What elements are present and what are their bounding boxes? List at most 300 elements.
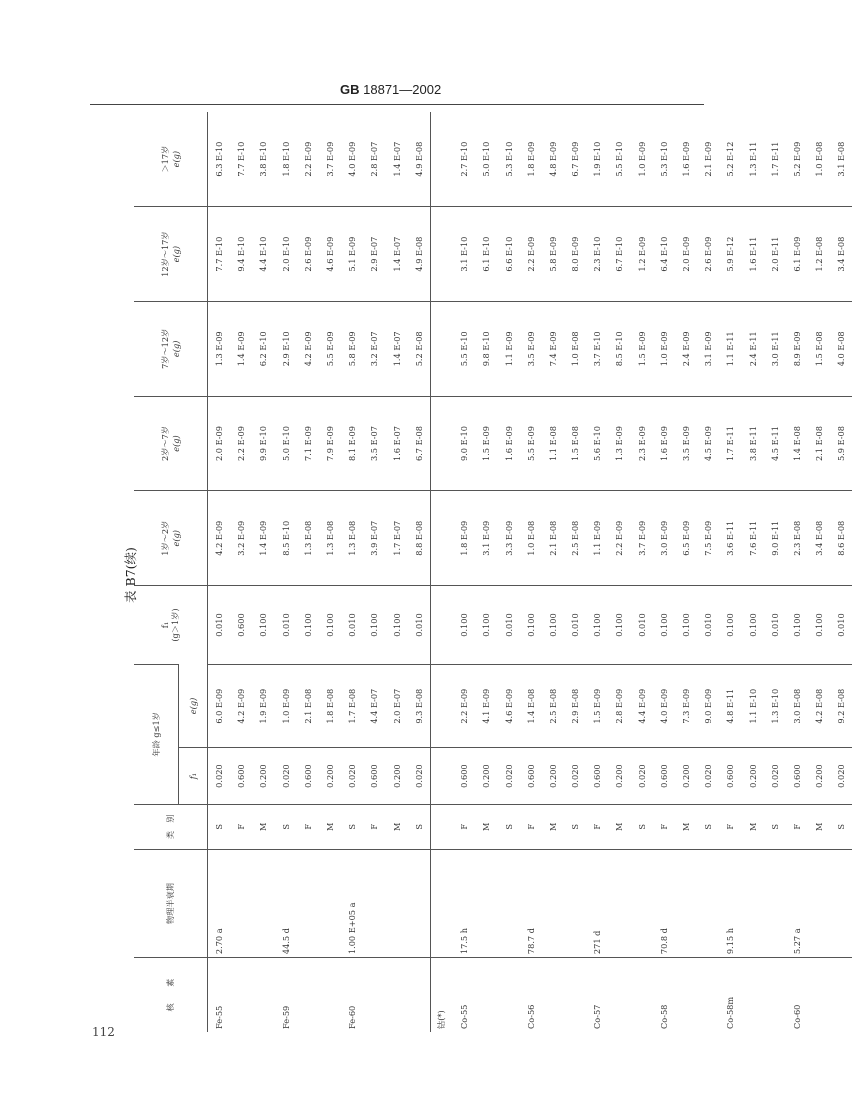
cell-e-7-12: 9.8 E-10 — [475, 301, 497, 396]
cell-nuclide — [675, 958, 697, 1032]
cell-nuclide: Fe-59 — [275, 958, 297, 1032]
cell-e-12-17: 6.7 E-10 — [608, 207, 630, 302]
cell-f1-infant: 0.600 — [786, 748, 808, 804]
table-row — [830, 112, 852, 1032]
table-row — [208, 112, 231, 1032]
cell-f1-infant: 0.600 — [453, 748, 475, 804]
cell-type: S — [497, 804, 519, 849]
cell-e-12-17: 6.6 E-10 — [497, 207, 519, 302]
cell-f1-child: 0.010 — [208, 586, 231, 665]
cell-type: F — [453, 804, 475, 849]
table-row — [319, 112, 341, 1032]
cell-half-life — [808, 849, 830, 957]
cell-e-7-12: 2.4 E-11 — [742, 301, 764, 396]
cell-e-7-12: 3.1 E-09 — [697, 301, 719, 396]
cell-e-infant: 2.2 E-09 — [453, 664, 475, 747]
col-age-gt17-eg: e(g) — [171, 150, 181, 168]
cell-e-1-2: 1.7 E-07 — [386, 491, 408, 586]
cell-e-12-17: 2.6 E-09 — [697, 207, 719, 302]
cell-e-7-12: 7.4 E-09 — [542, 301, 564, 396]
col-age-2-7-label: 2岁～7岁 — [160, 426, 170, 462]
page-number: 112 — [92, 1025, 115, 1039]
cell-half-life — [430, 849, 453, 957]
col-type — [134, 804, 208, 849]
cell-f1-infant: 0.600 — [653, 748, 675, 804]
cell-e-2-7: 1.6 E-09 — [497, 396, 519, 491]
col-age-12-17-label: 12岁～17岁 — [160, 231, 170, 277]
cell-e-2-7: 9.0 E-10 — [453, 396, 475, 491]
cell-half-life — [564, 849, 586, 957]
cell-nuclide — [252, 958, 274, 1032]
table-row — [742, 112, 764, 1032]
cell-e-adult: 4.8 E-09 — [547, 141, 558, 177]
cell-e-2-7: 1.6 E-09 — [653, 396, 675, 491]
cell-e-2-7: 5.0 E-10 — [275, 396, 297, 491]
cell-e-adult: 6.7 E-09 — [570, 141, 581, 177]
cell-e-adult: 6.3 E-10 — [214, 141, 225, 177]
cell-type: S — [830, 804, 852, 849]
cell-f1-infant: 0.600 — [230, 748, 252, 804]
col-f1-gt1 — [134, 586, 208, 665]
cell-half-life: 2.70 a — [208, 849, 231, 957]
cell-e-1-2: 2.2 E-09 — [608, 491, 630, 586]
cell-e-7-12: 1.1 E-09 — [497, 301, 519, 396]
cell-nuclide — [764, 958, 786, 1032]
cell-f1-child: 0.100 — [520, 586, 542, 665]
cell-e-infant: 4.4 E-09 — [631, 664, 653, 747]
table-row — [408, 112, 431, 1032]
standard-number: 18871—2002 — [363, 82, 442, 97]
cell-e-adult — [430, 112, 453, 207]
cell-nuclide — [230, 958, 252, 1032]
cell-f1-child: 0.100 — [297, 586, 319, 665]
cell-e-12-17: 7.7 E-10 — [208, 207, 231, 302]
standard-code: GB — [340, 82, 360, 97]
cell-e-infant: 9.0 E-09 — [697, 664, 719, 747]
cell-nuclide — [830, 958, 852, 1032]
cell-e-infant: 3.0 E-08 — [786, 664, 808, 747]
table-row — [764, 112, 786, 1032]
cell-e-1-2: 6.5 E-09 — [675, 491, 697, 586]
cell-e-adult: 5.5 E-10 — [614, 141, 625, 177]
cell-e-2-7: 4.5 E-09 — [697, 396, 719, 491]
cell-e-7-12: 5.2 E-08 — [408, 301, 431, 396]
cell-f1-infant: 0.020 — [341, 748, 363, 804]
document-header — [340, 82, 441, 97]
cell-e-2-7: 4.5 E-11 — [764, 396, 786, 491]
col-age-1-2-label: 1岁～2岁 — [160, 520, 170, 556]
cell-f1-infant: 0.600 — [363, 748, 385, 804]
cell-f1-infant: 0.200 — [608, 748, 630, 804]
cell-nuclide — [319, 958, 341, 1032]
cell-e-7-12: 4.2 E-09 — [297, 301, 319, 396]
cell-f1-infant: 0.200 — [252, 748, 274, 804]
cell-f1-infant: 0.020 — [697, 748, 719, 804]
cell-f1-child: 0.100 — [453, 586, 475, 665]
cell-e-adult: 2.7 E-10 — [459, 141, 470, 177]
cell-e-7-12: 1.5 E-09 — [631, 301, 653, 396]
cell-type: M — [252, 804, 274, 849]
cell-e-adult: 3.8 E-10 — [258, 141, 269, 177]
cell-half-life — [608, 849, 630, 957]
cell-e-infant: 2.9 E-08 — [564, 664, 586, 747]
cell-f1-infant: 0.020 — [631, 748, 653, 804]
cell-e-infant: 6.0 E-09 — [208, 664, 231, 747]
cell-e-infant: 9.2 E-08 — [830, 664, 852, 747]
cell-e-1-2: 1.3 E-08 — [341, 491, 363, 586]
cell-f1-child: 0.100 — [719, 586, 741, 665]
table-row — [675, 112, 697, 1032]
cell-e-adult: 5.3 E-10 — [658, 141, 669, 177]
cell-nuclide — [697, 958, 719, 1032]
cell-type: F — [363, 804, 385, 849]
cell-e-12-17: 9.4 E-10 — [230, 207, 252, 302]
table-row — [430, 112, 453, 1032]
col-age-g1: 年龄 g≤1岁 — [134, 664, 179, 804]
cell-e-adult: 7.7 E-10 — [236, 141, 247, 177]
table-row — [586, 112, 608, 1032]
cell-e-2-7: 2.2 E-09 — [230, 396, 252, 491]
cell-f1-infant: 0.200 — [808, 748, 830, 804]
cell-e-adult: 1.9 E-10 — [592, 141, 603, 177]
cell-e-2-7: 7.9 E-09 — [319, 396, 341, 491]
cell-half-life: 78.7 d — [520, 849, 542, 957]
dose-coefficient-table — [134, 112, 852, 1032]
cell-type: S — [208, 804, 231, 849]
cell-half-life — [631, 849, 653, 957]
cell-half-life — [386, 849, 408, 957]
cell-e-1-2: 3.6 E-11 — [719, 491, 741, 586]
col-age-2-7-eg: e(g) — [171, 435, 181, 452]
cell-e-7-12: 3.0 E-11 — [764, 301, 786, 396]
cell-type: M — [386, 804, 408, 849]
cell-type: S — [764, 804, 786, 849]
col-age-12-17 — [134, 207, 208, 302]
cell-nuclide: Co-60 — [786, 958, 808, 1032]
cell-type: F — [653, 804, 675, 849]
cell-half-life — [475, 849, 497, 957]
cell-e-infant: 4.2 E-08 — [808, 664, 830, 747]
cell-f1-infant: 0.200 — [542, 748, 564, 804]
col-eg: e(g) — [179, 664, 208, 747]
cell-e-12-17: 1.6 E-11 — [742, 207, 764, 302]
cell-e-12-17: 1.2 E-08 — [808, 207, 830, 302]
cell-e-2-7: 1.6 E-07 — [386, 396, 408, 491]
col-half-life: 物理半衰期 — [134, 849, 208, 957]
cell-e-2-7: 1.1 E-08 — [542, 396, 564, 491]
table-row — [275, 112, 297, 1032]
cell-e-7-12: 3.5 E-09 — [520, 301, 542, 396]
cell-e-infant: 1.8 E-08 — [319, 664, 341, 747]
cell-half-life — [252, 849, 274, 957]
cell-e-2-7: 2.1 E-08 — [808, 396, 830, 491]
cell-e-infant: 1.9 E-09 — [252, 664, 274, 747]
cell-e-infant: 1.0 E-09 — [275, 664, 297, 747]
cell-e-12-17: 6.4 E-10 — [653, 207, 675, 302]
cell-e-12-17: 6.1 E-10 — [475, 207, 497, 302]
cell-e-12-17: 3.4 E-08 — [830, 207, 852, 302]
cell-nuclide — [542, 958, 564, 1032]
col-age-7-12-label: 7岁～12岁 — [160, 328, 170, 369]
table-row — [475, 112, 497, 1032]
cell-nuclide: Fe-55 — [208, 958, 231, 1032]
cell-e-infant: 4.4 E-07 — [363, 664, 385, 747]
cell-nuclide — [475, 958, 497, 1032]
cell-e-7-12 — [430, 301, 453, 396]
cell-e-2-7 — [430, 396, 453, 491]
cell-e-1-2: 2.5 E-08 — [564, 491, 586, 586]
cell-e-1-2: 3.3 E-09 — [497, 491, 519, 586]
col-f1-gt1-label: f₁ — [160, 621, 170, 629]
table-row — [697, 112, 719, 1032]
cell-e-12-17: 1.4 E-07 — [386, 207, 408, 302]
cell-half-life: 70.8 d — [653, 849, 675, 957]
cell-nuclide — [408, 958, 431, 1032]
cell-f1-infant: 0.200 — [319, 748, 341, 804]
cell-e-1-2: 3.7 E-09 — [631, 491, 653, 586]
cell-f1-child: 0.010 — [830, 586, 852, 665]
cell-e-adult: 3.7 E-09 — [325, 141, 336, 177]
table-caption-text: 表 B7(续) — [123, 547, 138, 603]
cell-type: M — [742, 804, 764, 849]
table-row — [386, 112, 408, 1032]
cell-half-life: 271 d — [586, 849, 608, 957]
cell-e-1-2: 1.3 E-08 — [319, 491, 341, 586]
cell-nuclide: 钴(*) — [430, 958, 453, 1032]
cell-e-1-2: 1.1 E-09 — [586, 491, 608, 586]
cell-type: M — [675, 804, 697, 849]
table-row — [608, 112, 630, 1032]
cell-e-2-7: 1.5 E-08 — [564, 396, 586, 491]
cell-nuclide: Co-56 — [520, 958, 542, 1032]
cell-e-adult: 1.0 E-08 — [814, 141, 825, 177]
cell-e-7-12: 6.2 E-10 — [252, 301, 274, 396]
table-row — [520, 112, 542, 1032]
cell-e-12-17: 2.2 E-09 — [520, 207, 542, 302]
cell-nuclide: Co-58 — [653, 958, 675, 1032]
cell-e-1-2: 3.2 E-09 — [230, 491, 252, 586]
cell-nuclide — [808, 958, 830, 1032]
cell-e-7-12: 1.4 E-07 — [386, 301, 408, 396]
cell-e-infant: 9.3 E-08 — [408, 664, 431, 747]
cell-e-adult: 4.0 E-09 — [347, 141, 358, 177]
col-age-1-2 — [134, 491, 208, 586]
cell-f1-infant — [430, 748, 453, 804]
cell-e-adult: 3.1 E-08 — [836, 141, 847, 177]
cell-e-2-7: 6.7 E-08 — [408, 396, 431, 491]
cell-f1-child: 0.010 — [564, 586, 586, 665]
cell-e-2-7: 1.3 E-09 — [608, 396, 630, 491]
cell-f1-child: 0.100 — [608, 586, 630, 665]
cell-half-life — [830, 849, 852, 957]
cell-e-2-7: 2.0 E-09 — [208, 396, 231, 491]
cell-e-adult: 2.2 E-09 — [302, 141, 313, 177]
cell-nuclide: Co-57 — [586, 958, 608, 1032]
table-row — [808, 112, 830, 1032]
cell-nuclide — [497, 958, 519, 1032]
cell-e-infant: 4.1 E-09 — [475, 664, 497, 747]
table-row — [230, 112, 252, 1032]
cell-e-12-17: 2.6 E-09 — [297, 207, 319, 302]
cell-e-7-12: 1.4 E-09 — [230, 301, 252, 396]
col-f1-gt1-sub: (g＞1岁) — [170, 608, 180, 642]
cell-e-adult: 1.8 E-10 — [280, 141, 291, 177]
cell-e-2-7: 1.7 E-11 — [719, 396, 741, 491]
cell-nuclide — [742, 958, 764, 1032]
cell-f1-infant: 0.600 — [297, 748, 319, 804]
cell-e-12-17: 6.1 E-09 — [786, 207, 808, 302]
cell-type: F — [719, 804, 741, 849]
cell-e-7-12: 3.7 E-10 — [586, 301, 608, 396]
cell-type — [430, 804, 453, 849]
table-row — [497, 112, 519, 1032]
cell-f1-child: 0.100 — [586, 586, 608, 665]
cell-nuclide: Co-55 — [453, 958, 475, 1032]
col-age-gt17 — [134, 112, 208, 207]
cell-e-adult: 1.4 E-07 — [391, 141, 402, 177]
table-row — [453, 112, 475, 1032]
cell-e-adult: 2.1 E-09 — [703, 141, 714, 177]
cell-e-2-7: 3.8 E-11 — [742, 396, 764, 491]
cell-e-12-17: 2.0 E-09 — [675, 207, 697, 302]
cell-nuclide — [363, 958, 385, 1032]
cell-half-life — [675, 849, 697, 957]
cell-f1-child: 0.100 — [542, 586, 564, 665]
cell-e-infant: 1.3 E-10 — [764, 664, 786, 747]
cell-e-12-17 — [430, 207, 453, 302]
cell-type: F — [586, 804, 608, 849]
table-row — [542, 112, 564, 1032]
cell-e-1-2: 8.8 E-08 — [408, 491, 431, 586]
cell-half-life — [497, 849, 519, 957]
cell-f1-child: 0.100 — [386, 586, 408, 665]
col-nuclide: 核 素 — [134, 958, 208, 1032]
table-body — [208, 112, 852, 1032]
cell-nuclide: Fe-60 — [341, 958, 363, 1032]
cell-e-12-17: 2.3 E-10 — [586, 207, 608, 302]
cell-half-life — [319, 849, 341, 957]
cell-e-adult: 1.3 E-11 — [747, 141, 758, 177]
cell-e-7-12: 3.2 E-07 — [363, 301, 385, 396]
cell-type: F — [297, 804, 319, 849]
cell-half-life — [697, 849, 719, 957]
cell-e-1-2 — [430, 491, 453, 586]
cell-half-life — [742, 849, 764, 957]
cell-e-1-2: 2.3 E-08 — [786, 491, 808, 586]
cell-half-life: 17.5 h — [453, 849, 475, 957]
col-age-7-12-eg: e(g) — [171, 340, 181, 358]
col-type-label: 类 别 — [165, 814, 175, 840]
cell-type: F — [230, 804, 252, 849]
cell-half-life — [230, 849, 252, 957]
cell-e-1-2: 3.4 E-08 — [808, 491, 830, 586]
cell-e-1-2: 1.0 E-08 — [520, 491, 542, 586]
cell-f1-child: 0.100 — [475, 586, 497, 665]
header-rule — [90, 104, 704, 105]
cell-e-infant: 1.1 E-10 — [742, 664, 764, 747]
cell-e-adult: 2.8 E-07 — [369, 141, 380, 177]
cell-type: S — [697, 804, 719, 849]
cell-e-infant: 4.6 E-09 — [497, 664, 519, 747]
cell-e-infant: 4.8 E-11 — [719, 664, 741, 747]
cell-e-infant — [430, 664, 453, 747]
cell-e-adult: 1.8 E-09 — [525, 141, 536, 177]
cell-e-12-17: 4.4 E-10 — [252, 207, 274, 302]
col-age-1-2-eg: e(g) — [171, 529, 181, 547]
cell-f1-infant: 0.200 — [475, 748, 497, 804]
cell-f1-child: 0.100 — [363, 586, 385, 665]
cell-f1-child: 0.010 — [697, 586, 719, 665]
cell-f1-infant: 0.200 — [742, 748, 764, 804]
cell-e-adult: 5.3 E-10 — [503, 141, 514, 177]
cell-f1-child: 0.010 — [408, 586, 431, 665]
cell-e-12-17: 5.1 E-09 — [341, 207, 363, 302]
cell-f1-infant: 0.020 — [764, 748, 786, 804]
col-age-gt17-label: ＞17岁 — [160, 145, 170, 173]
cell-e-1-2: 3.9 E-07 — [363, 491, 385, 586]
cell-f1-child: 0.100 — [786, 586, 808, 665]
cell-type: M — [608, 804, 630, 849]
cell-e-infant: 2.1 E-08 — [297, 664, 319, 747]
cell-f1-infant: 0.600 — [520, 748, 542, 804]
cell-e-1-2: 2.1 E-08 — [542, 491, 564, 586]
cell-f1-infant: 0.600 — [586, 748, 608, 804]
cell-half-life — [363, 849, 385, 957]
cell-f1-infant: 0.020 — [275, 748, 297, 804]
cell-f1-child: 0.010 — [764, 586, 786, 665]
cell-f1-child: 0.100 — [653, 586, 675, 665]
table-row — [341, 112, 363, 1032]
cell-f1-infant: 0.600 — [719, 748, 741, 804]
cell-e-infant: 4.0 E-09 — [653, 664, 675, 747]
cell-type: M — [319, 804, 341, 849]
cell-f1-infant: 0.020 — [830, 748, 852, 804]
cell-f1-child: 0.100 — [252, 586, 274, 665]
cell-nuclide — [564, 958, 586, 1032]
cell-e-1-2: 7.6 E-11 — [742, 491, 764, 586]
cell-f1-child: 0.100 — [319, 586, 341, 665]
cell-e-12-17: 5.9 E-12 — [719, 207, 741, 302]
cell-f1-infant: 0.200 — [675, 748, 697, 804]
cell-e-infant: 1.4 E-08 — [520, 664, 542, 747]
cell-f1-child: 0.010 — [341, 586, 363, 665]
cell-e-12-17: 1.2 E-09 — [631, 207, 653, 302]
cell-e-1-2: 4.2 E-09 — [208, 491, 231, 586]
cell-e-12-17: 8.0 E-09 — [564, 207, 586, 302]
cell-e-7-12: 1.0 E-08 — [564, 301, 586, 396]
cell-type: S — [275, 804, 297, 849]
cell-half-life — [297, 849, 319, 957]
cell-e-infant: 1.5 E-09 — [586, 664, 608, 747]
cell-e-adult: 5.2 E-09 — [791, 141, 802, 177]
cell-e-adult: 4.9 E-08 — [408, 112, 431, 207]
cell-e-12-17: 3.1 E-10 — [453, 207, 475, 302]
cell-type: S — [341, 804, 363, 849]
cell-e-12-17: 2.9 E-07 — [363, 207, 385, 302]
cell-e-2-7: 7.1 E-09 — [297, 396, 319, 491]
cell-f1-infant: 0.020 — [564, 748, 586, 804]
cell-e-1-2: 8.6 E-08 — [830, 491, 852, 586]
cell-f1-child: 0.600 — [230, 586, 252, 665]
cell-e-1-2: 1.4 E-09 — [252, 491, 274, 586]
cell-e-12-17: 4.6 E-09 — [319, 207, 341, 302]
cell-f1-infant: 0.020 — [408, 748, 431, 804]
cell-type: S — [631, 804, 653, 849]
cell-e-1-2: 7.5 E-09 — [697, 491, 719, 586]
cell-e-7-12: 2.4 E-09 — [675, 301, 697, 396]
cell-e-7-12: 8.5 E-10 — [608, 301, 630, 396]
cell-e-7-12: 5.5 E-10 — [453, 301, 475, 396]
